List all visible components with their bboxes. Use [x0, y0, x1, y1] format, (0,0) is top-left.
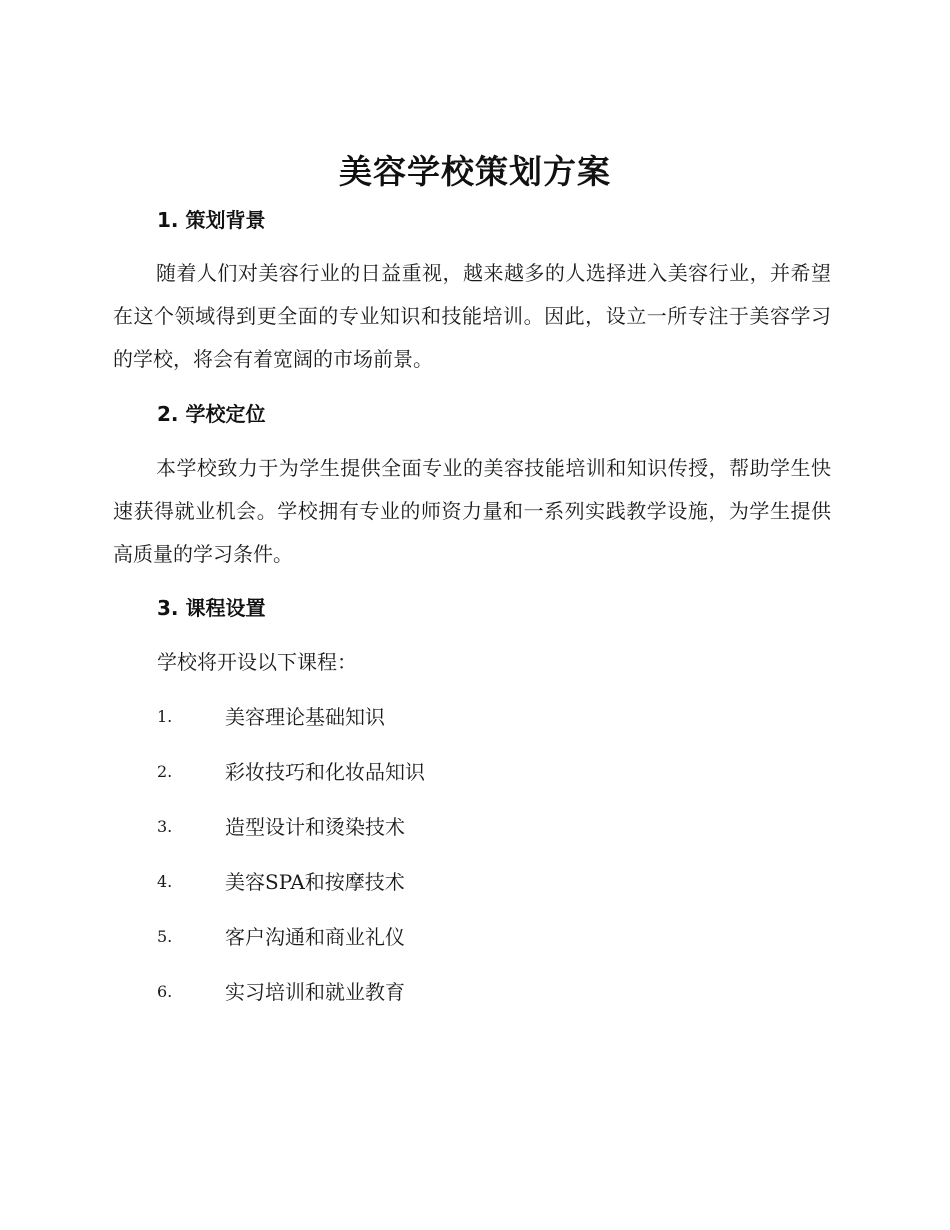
- section-heading-courses: 3. 课程设置: [157, 596, 266, 620]
- list-text: 实习培训和就业教育: [225, 980, 405, 1004]
- list-text: 美容SPA和按摩技术: [225, 870, 405, 894]
- list-number: 2.: [157, 762, 173, 781]
- section-paragraph-background: 随着人们对美容行业的日益重视，越来越多的人选择进入美容行业，并希望在这个领域得到更全面的专业知识和技能培训。因此，设立一所专注于美容学习的学校，将会有着宽阔的市场前景。: [113, 261, 831, 371]
- list-number: 3.: [157, 817, 173, 836]
- list-number: 1.: [157, 707, 173, 726]
- list-number: 4.: [157, 872, 173, 891]
- list-number: 5.: [157, 927, 173, 946]
- list-number: 6.: [157, 982, 173, 1001]
- list-text: 造型设计和烫染技术: [225, 815, 405, 839]
- courses-intro: 学校将开设以下课程：: [157, 650, 357, 674]
- list-text: 客户沟通和商业礼仪: [225, 925, 405, 949]
- section-paragraph-positioning: 本学校致力于为学生提供全面专业的美容技能培训和知识传授，帮助学生快速获得就业机会。学校拥有专业的师资力量和一系列实践教学设施，为学生提供高质量的学习条件。: [113, 456, 831, 566]
- section-heading-positioning: 2. 学校定位: [157, 402, 266, 426]
- list-text: 美容理论基础知识: [225, 705, 385, 729]
- section-heading-background: 1. 策划背景: [157, 208, 266, 232]
- document-title: 美容学校策划方案: [339, 152, 611, 191]
- list-text: 彩妆技巧和化妆品知识: [225, 760, 425, 784]
